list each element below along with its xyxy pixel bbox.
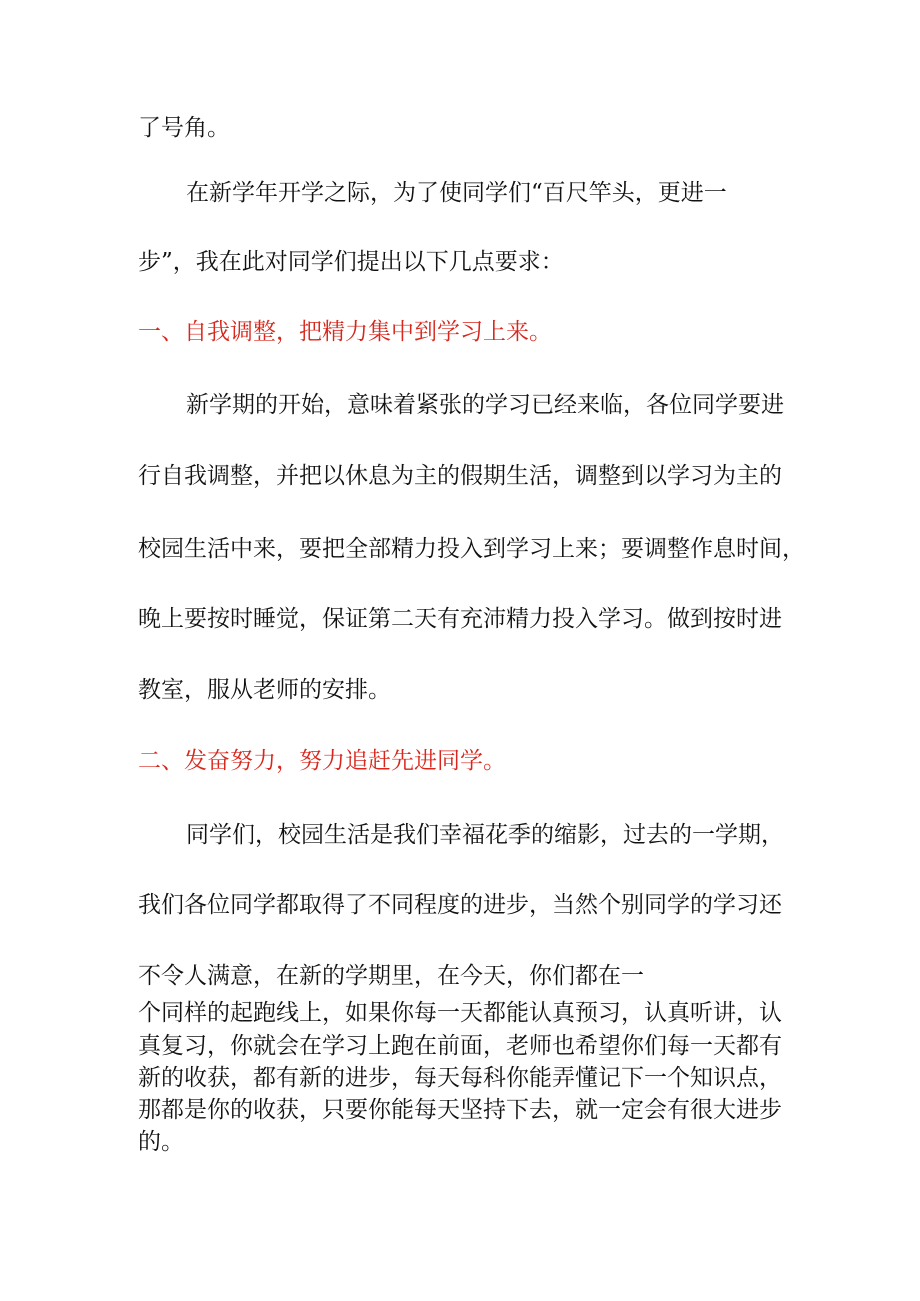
section-2-paragraph-line: 不令人满意，在新的学期里，在今天，你们都在一 [138,963,644,989]
section-2-paragraph-line: 真复习，你就会在学习上跑在前面，老师也希望你们每一天都有 [138,1033,782,1059]
section-2-paragraph-line: 我们各位同学都取得了不同程度的进步，当然个别同学的学习还 [138,892,782,918]
section-2-paragraph-line: 的。 [138,1129,184,1155]
intro-paragraph-line: 步”，我在此对同学们提出以下几点要求： [138,249,564,275]
intro-paragraph-line: 在新学年开学之际，为了使同学们“百尺竿头，更进一 [186,180,727,206]
paragraph-continuation-line: 了号角。 [138,115,230,141]
section-heading-2: 二、发奋努力，努力追赶先进同学。 [138,748,506,774]
section-2-paragraph-line: 新的收获，都有新的进步，每天每科你能弄懂记下一个知识点， [138,1065,782,1091]
section-1-paragraph-line: 校园生活中来，要把全部精力投入到学习上来；要调整作息时间， [138,536,805,562]
section-heading-1: 一、自我调整，把精力集中到学习上来。 [138,319,552,345]
section-1-paragraph-line: 教室，服从老师的安排。 [138,677,391,703]
section-1-paragraph-line: 行自我调整，并把以休息为主的假期生活，调整到以学习为主的 [138,463,782,489]
section-2-paragraph-line: 同学们，校园生活是我们幸福花季的缩影，过去的一学期， [186,822,784,848]
section-1-paragraph-line: 新学期的开始，意味着紧张的学习已经来临，各位同学要进 [186,392,784,418]
section-2-paragraph-line: 那都是你的收获，只要你能每天坚持下去，就一定会有很大进步 [138,1097,782,1123]
section-1-paragraph-line: 晚上要按时睡觉，保证第二天有充沛精力投入学习。做到按时进 [138,606,782,632]
section-2-paragraph-line: 个同样的起跑线上，如果你每一天都能认真预习，认真听讲，认 [138,1000,782,1026]
